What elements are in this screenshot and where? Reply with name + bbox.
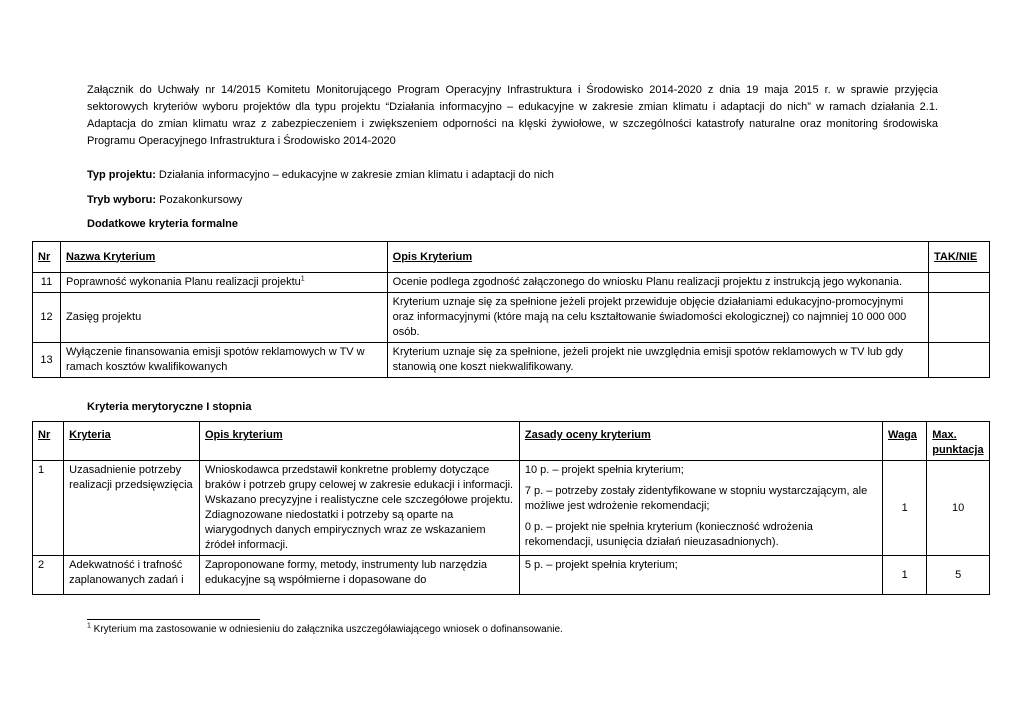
footnote-divider (87, 619, 260, 620)
header-criteria: Kryteria (64, 422, 200, 461)
header-weight: Waga (883, 422, 927, 461)
row-desc: Kryterium uznaje się za spełnione jeżeli projekt przewiduje objęcie działaniami edukacyjno-promocyjnymi oraz informacyjnymi (które mają na celu kształtowanie świadomości ekologicznej) co najmniej 10 000 000 osób. (387, 293, 928, 343)
rule-item: 5 p. – projekt spełnia kryterium; (524, 559, 678, 571)
merit-criteria-heading: Kryteria merytoryczne I stopnia (87, 401, 252, 413)
row-name: Zasięg projektu (60, 293, 387, 343)
row-name-text: Poprawność wykonania Planu realizacji projektu (65, 276, 301, 288)
header-desc: Opis Kryterium (387, 242, 928, 273)
row-weight: 1 (883, 461, 927, 556)
row-yesno (928, 273, 989, 293)
selection-mode-label: Tryb wyboru: (87, 194, 157, 206)
table-row (33, 461, 990, 556)
row-nr: 13 (33, 343, 61, 378)
project-type-label: Typ projektu: (87, 169, 156, 181)
row-desc: Wnioskodawca przedstawił konkretne problemy dotyczące braków i potrzeb grupy celowej w zakresie edukacji i informacji. Wskazano precyzyjne i realistyczne cele szczegółowe projektu. Zdiagnozowane niedostatki i potrzeby są oparte na wiarygodnych danych empirycznych wraz ze wskazaniem źródeł informacji. (199, 461, 519, 556)
table-row (33, 556, 990, 595)
project-type-value: Działania informacyjno – edukacyjne w zakresie zmian klimatu i adaptacji do nich (155, 169, 554, 181)
rule-item: 7 p. – potrzeby zostały zidentyfikowane w stopniu wystarczającym, ale możliwe jest wdrożenie rekomendacji; (524, 485, 868, 512)
header-yesno: TAK/NIE (928, 242, 989, 273)
row-max: 5 (927, 556, 990, 595)
formal-criteria-heading: Dodatkowe kryteria formalne (87, 218, 238, 230)
selection-mode-line (87, 193, 242, 207)
intro-paragraph: Załącznik do Uchwały nr 14/2015 Komitetu Monitorującego Program Operacyjny Infrastruktura i Środowisko 2014-2020 z dnia 19 maja 2015 r. w sprawie przyjęcia sektorowych kryteriów wyboru projektów dla typu projektu “Działania informacyjno – edukacyjne w zakresie zmian klimatu i adaptacji do nich” w ramach działania 2.1. Adaptacja do zmian klimatu wraz z zabezpieczeniem i zwiększeniem odporności na klęski żywiołowe, w szczególności katastrofy naturalne oraz monitoring środowiska Programu Operacyjnego Infrastruktura i Środowisko 2014-2020 (87, 84, 938, 147)
row-yesno (928, 343, 989, 378)
header-desc: Opis kryterium (199, 422, 519, 461)
footnote-number: 1 (87, 622, 91, 630)
header-max: Max. punktacja (927, 422, 990, 461)
row-max: 10 (927, 461, 990, 556)
row-nr: 2 (33, 556, 64, 595)
table-row (33, 293, 990, 343)
table-header-row (33, 242, 990, 273)
footnote-text: Kryterium ma zastosowanie w odniesieniu do załącznika uszczegóławiającego wniosek o dofinansowanie. (90, 624, 563, 635)
row-rules (519, 461, 882, 556)
header-nr: Nr (33, 422, 64, 461)
merit-criteria-table (32, 421, 990, 595)
row-nr: 1 (33, 461, 64, 556)
header-nr: Nr (33, 242, 61, 273)
header-name: Nazwa Kryterium (60, 242, 387, 273)
footnote (87, 624, 563, 636)
row-criteria: Uzasadnienie potrzeby realizacji przedsięwzięcia (64, 461, 200, 556)
row-yesno (928, 293, 989, 343)
row-desc: Zaproponowane formy, metody, instrumenty lub narzędzia edukacyjne są współmierne i dopasowane do (199, 556, 519, 595)
formal-criteria-table (32, 241, 990, 378)
project-type-line (87, 168, 554, 182)
row-desc: Ocenie podlega zgodność załączonego do wniosku Planu realizacji projektu z instrukcją jego wykonania. (387, 273, 928, 293)
footnote-ref[interactable]: 1 (300, 275, 305, 283)
row-weight: 1 (883, 556, 927, 595)
row-nr: 11 (33, 273, 61, 293)
row-nr: 12 (33, 293, 61, 343)
table-row (33, 343, 990, 378)
table-header-row (33, 422, 990, 461)
rule-item: 10 p. – projekt spełnia kryterium; (524, 464, 684, 476)
row-criteria: Adekwatność i trafność zaplanowanych zadań i (64, 556, 200, 595)
row-name (60, 273, 387, 293)
row-name: Wyłączenie finansowania emisji spotów reklamowych w TV w ramach kosztów kwalifikowanych (60, 343, 387, 378)
row-rules (519, 556, 882, 595)
header-rules: Zasady oceny kryterium (519, 422, 882, 461)
rule-item: 0 p. – projekt nie spełnia kryterium (konieczność wdrożenia rekomendacji, usunięcia działań nieuzasadnionych). (524, 521, 813, 548)
selection-mode-value: Pozakonkursowy (156, 194, 243, 206)
row-desc: Kryterium uznaje się za spełnione, jeżeli projekt nie uwzględnia emisji spotów reklamowych w TV lub gdy stanowią one koszt niekwalifikowany. (387, 343, 928, 378)
table-row (33, 273, 990, 293)
